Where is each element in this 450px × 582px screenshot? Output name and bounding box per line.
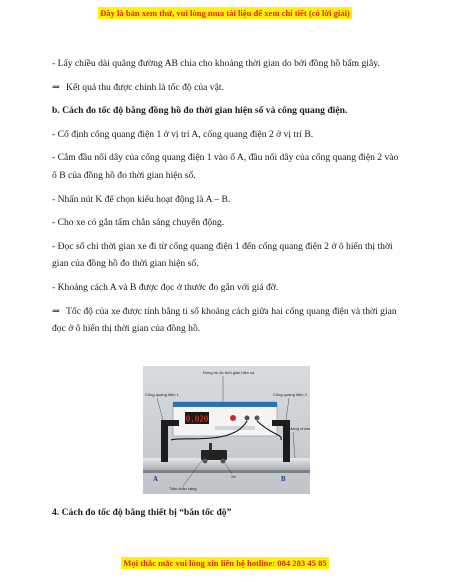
arrow-icon: ⇒ — [52, 305, 61, 317]
paragraph-speed — [52, 303, 402, 338]
paragraph-result-text: Kết quả thu được chính là tốc độ của vật. — [66, 81, 224, 93]
apparatus-illustration — [143, 366, 310, 494]
label-timer: Đồng hồ đo thời gian hiện số — [203, 370, 255, 375]
label-rail: Máng nhôm — [289, 426, 310, 431]
paragraph-4: - Cắm đầu nối dây của cổng quang điện 1 vào ổ A, đầu nối dây của cổng quang điện 2 vào ổ B của đồng hồ đo thời gian hiện số. — [52, 152, 399, 181]
paragraph-speed-text: Tốc độ của xe được tính bằng tỉ số khoảng cách giữa hai cổng quang điện và thời gian đọc ở ô hiển thị thời gian của đồng hồ. — [52, 305, 397, 335]
label-cart: Xe — [231, 474, 236, 479]
cart-wheel-1 — [203, 459, 208, 464]
timer-display-value: 0.020 — [185, 414, 209, 424]
photogate-1-arm — [161, 420, 179, 426]
label-point-a: A — [153, 475, 159, 483]
paragraph-5: - Nhấn nút K để chọn kiểu hoạt động là A – B. — [52, 193, 231, 205]
paragraph-7: - Đọc số chỉ thời gian xe đi từ cổng quang điện 1 đến cổng quang điện 2 ở ô hiển thị thời gian của đồng hồ đo thời gian hiện số. — [52, 240, 393, 270]
section-heading-4: 4. Cách đo tốc độ bằng thiết bị “bắn tốc độ” — [52, 507, 232, 518]
paragraph-6: - Cho xe có gắn tấm chắn sáng chuyển động. — [52, 217, 225, 229]
timer-socket-b — [255, 416, 260, 421]
hotline-banner-text: Mọi thắc mắc vui lòng xin liên hệ hotline: 084 283 45 85 — [123, 558, 327, 568]
photogate-2-arm — [272, 420, 290, 426]
preview-banner — [0, 8, 450, 18]
paragraph-result — [52, 79, 402, 97]
photogate-1 — [161, 420, 168, 462]
label-point-b: B — [281, 475, 286, 483]
paragraph-3: - Cố định cổng quang điện 1 ở vị trí A, cổng quang điện 2 ở vị trí B. — [52, 128, 314, 140]
paragraph-1: - Lấy chiều dài quãng đường AB chia cho khoảng thời gian do bởi đồng hồ bấm giây. — [52, 58, 380, 69]
cart — [201, 450, 227, 460]
document-body — [52, 55, 402, 344]
rail-edge — [143, 470, 310, 473]
timer-label-strip — [215, 426, 255, 430]
label-gate-1: Cổng quang điện 1 — [145, 392, 179, 397]
paragraph-8: - Khoảng cách A và B được đọc ở thước đo gắn với giá đỡ. — [52, 281, 279, 293]
timer-top-strip — [173, 402, 277, 407]
label-shield: Tấm chắn sáng — [169, 486, 197, 491]
arrow-icon: ⇒ — [52, 81, 61, 93]
timer-socket-a — [245, 416, 250, 421]
label-gate-2: Cổng quang điện 2 — [273, 392, 307, 397]
apparatus-figure — [143, 366, 310, 494]
hotline-banner — [0, 558, 450, 568]
light-shield — [209, 443, 212, 451]
preview-banner-text: Đây là bản xem thử, vui lòng mua tài liệu để xem chi tiết (có lời giải) — [100, 8, 350, 18]
timer-knob — [230, 415, 236, 421]
section-heading-b: b. Cách đo tốc độ bằng đồng hồ đo thời gian hiện số và cổng quang điện. — [52, 105, 348, 117]
